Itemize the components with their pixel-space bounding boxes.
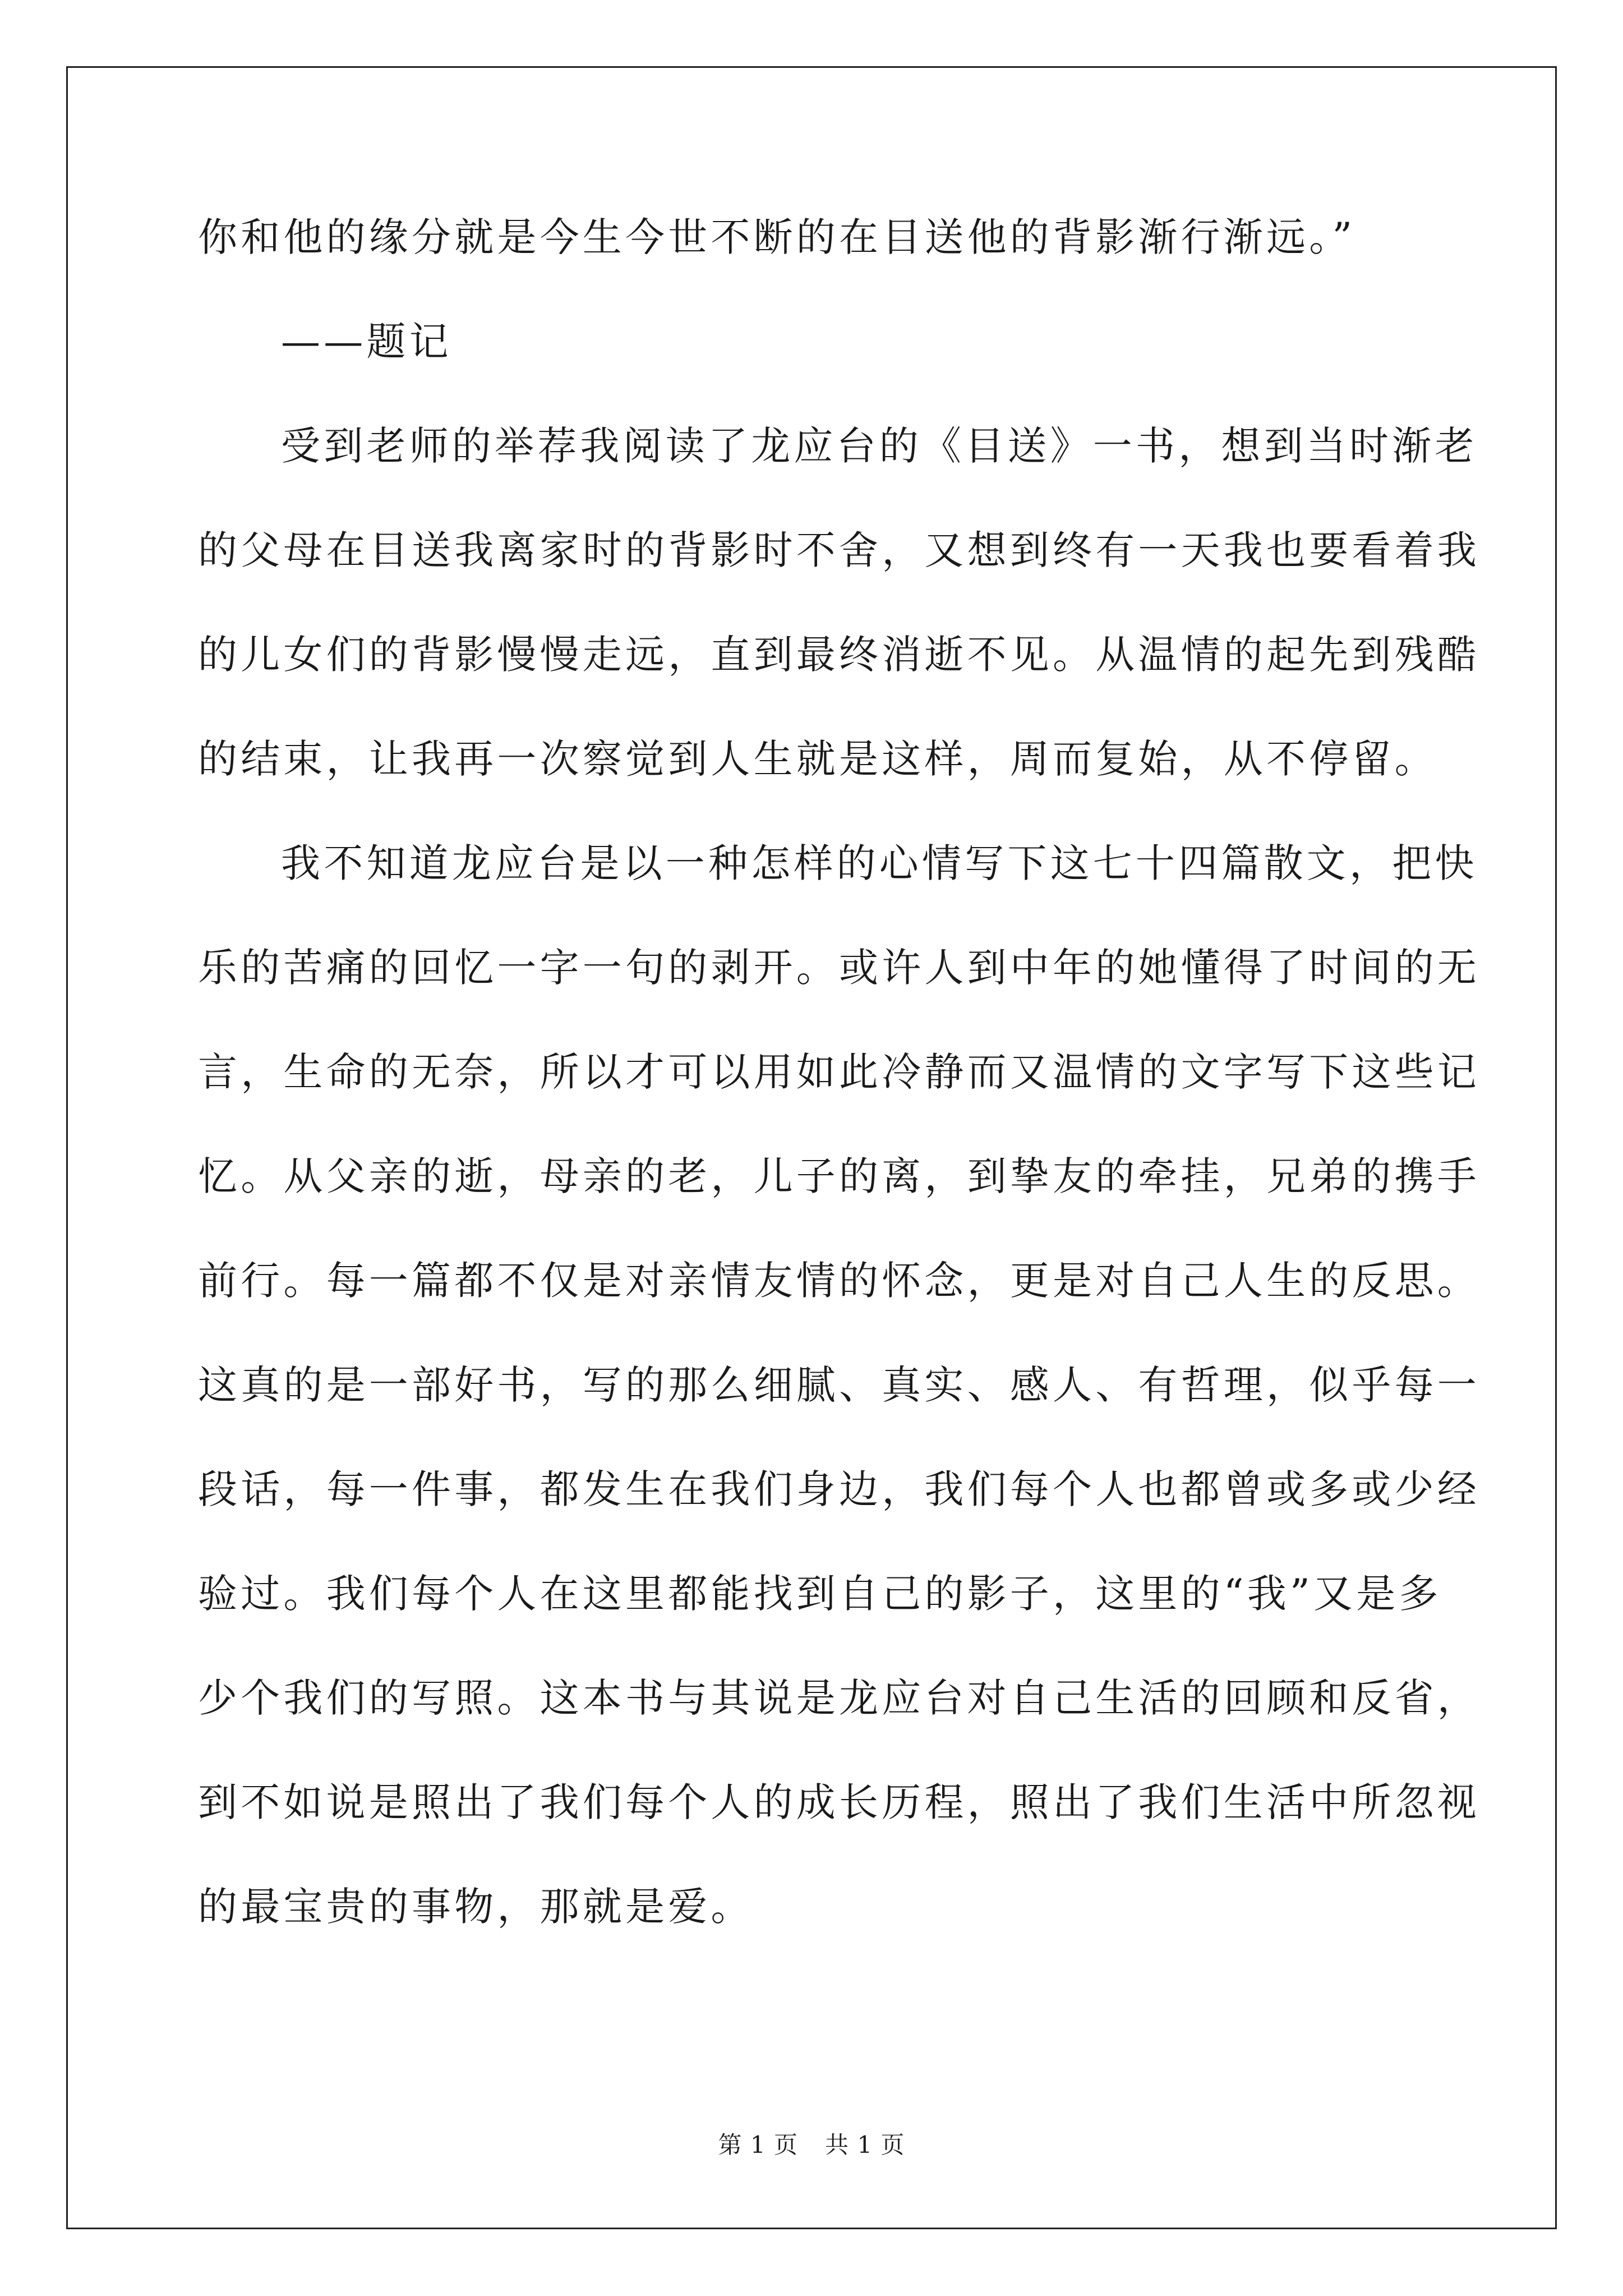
document-body: [198, 209, 1480, 1983]
text-line: 验过。我们每个人在这里都能找到自己的影子，这里的“我”又是多: [198, 1571, 1442, 1617]
epigraph-attribution: ——题记: [281, 319, 452, 365]
text-line: 言，生命的无奈，所以才可以用如此冷静而又温情的文字写下这些记: [198, 1049, 1480, 1095]
text-line: 受到老师的举荐我阅读了龙应台的《目送》一书，想到当时渐老: [281, 423, 1478, 469]
text-line: 你和他的缘分就是今生今世不断的在目送他的背影渐行渐远。”: [198, 214, 1356, 260]
text-line: 这真的是一部好书，写的那么细腻、真实、感人、有哲理，似乎每一: [198, 1362, 1480, 1408]
page-count: 共 1 页: [825, 2131, 905, 2159]
text-line: 乐的苦痛的回忆一字一句的剥开。或许人到中年的她懂得了时间的无: [198, 945, 1480, 991]
text-line: 前行。每一篇都不仅是对亲情友情的怀念，更是对自己人生的反思。: [198, 1258, 1480, 1304]
text-line: 忆。从父亲的逝，母亲的老，儿子的离，到挚友的牵挂，兄弟的携手: [198, 1153, 1480, 1199]
text-line: 少个我们的写照。这本书与其说是龙应台对自己生活的回顾和反省，: [198, 1675, 1480, 1721]
text-line: 的儿女们的背影慢慢走远，直到最终消逝不见。从温情的起先到残酷: [198, 632, 1480, 678]
text-line: 的父母在目送我离家时的背影时不舍，又想到终有一天我也要看着我: [198, 527, 1480, 573]
text-line: 段话，每一件事，都发生在我们身边，我们每个人也都曾或多或少经: [198, 1466, 1480, 1512]
text-line: 的结束，让我再一次察觉到人生就是这样，周而复始，从不停留。: [198, 736, 1437, 782]
page-number: 第 1 页: [718, 2131, 798, 2159]
text-line: 我不知道龙应台是以一种怎样的心情写下这七十四篇散文，把快: [281, 840, 1478, 886]
page-footer: [0, 2131, 1623, 2159]
text-line: 的最宝贵的事物，那就是爱。: [198, 1884, 754, 1930]
text-line: 到不如说是照出了我们每个人的成长历程，照出了我们生活中所忽视: [198, 1779, 1480, 1825]
